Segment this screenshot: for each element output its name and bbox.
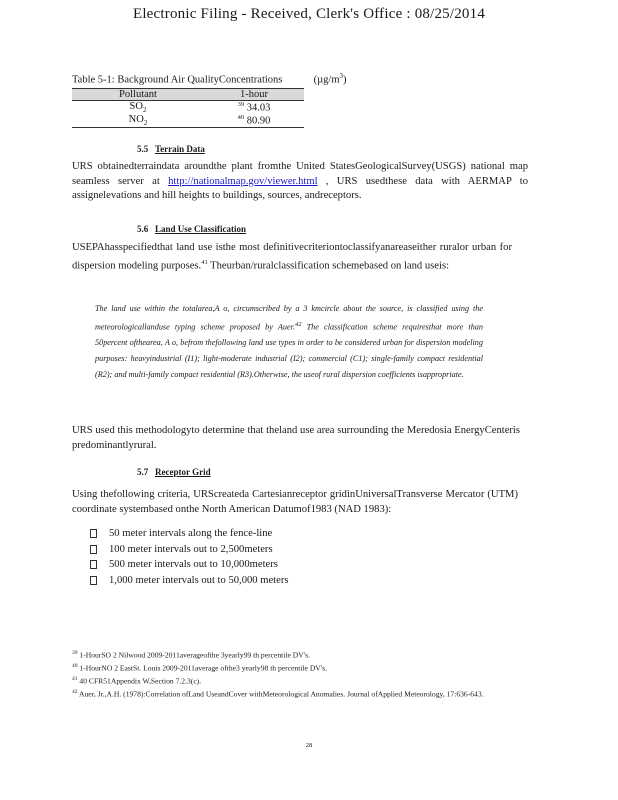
background-concentrations-table-block — [72, 72, 372, 128]
table-caption — [72, 72, 372, 86]
table-units-sup: 3 — [339, 72, 344, 80]
pollutant-cell: $SO_2$ — [129, 100, 147, 114]
terrain-paragraph: URS obtainedterraindata aroundthe plant fromthe United StatesGeologicalSurvey(USGS) national map seamless server at http://nationalmap.gov/viewer.html , URS usedthese data with AERMAP to assignelevations and hill heights to buildings, sources, andreceptors. — [72, 161, 528, 201]
bullet-icon — [90, 560, 97, 569]
table-row — [72, 114, 304, 128]
col-header-pollutant: Pollutant — [72, 88, 204, 100]
receptor-criteria-list — [90, 526, 288, 588]
list-item: 1,000 meter intervals out to 50,000 meters — [90, 573, 288, 589]
bullet-icon — [90, 545, 97, 554]
list-item: 50 meter intervals along the fence-line — [90, 526, 288, 542]
table-units-close: ) — [343, 74, 347, 86]
value-cell: $^{39}$ 34.03 — [237, 100, 271, 114]
usgs-viewer-link[interactable]: http://nationalmap.gov/viewer.html — [168, 175, 318, 187]
list-item: 100 meter intervals out to 2,500meters — [90, 542, 288, 558]
section-heading-receptor: 5.7 Receptor Grid — [137, 467, 211, 477]
bullet-icon — [90, 529, 97, 538]
footnote: $^{41}$ 40 CFR51Appendix W,Section 7.2.3(c). — [72, 675, 202, 686]
page-number: 28 — [305, 742, 313, 749]
footnotes — [72, 648, 492, 700]
pollutant-cell: $NO_2$ — [72, 114, 204, 128]
footnote: $^{39}$ 1-HourSO 2 Nilwood 2009-2011averageofthe 3yearly99 th percentile DV's. — [72, 650, 310, 660]
section-heading-landuse: 5.6 Land Use Classification — [137, 224, 247, 234]
footnote: $^{42}$ Auer, Jr.,A.H. (1978):Correlation ofLand UseandCover withMeteorological Anomalies. Journal ofApplied Meteorology, 17:636-643. — [72, 688, 484, 699]
conclusion-paragraph: URS used this methodologyto determine that theland use area surrounding the Meredosia EnergyCenteris predominantlyrural. — [72, 425, 520, 451]
value-cell: $^{40}$ 80.90 — [204, 114, 304, 128]
table-header-row — [72, 88, 304, 100]
footnote: $^{40}$ 1-HourNO 2 EastSt. Louis 2009-2011average ofthe3 yearly98 th percentile DV's. — [72, 662, 328, 673]
landuse-quote: The land use within the totalarea,A o, circumscribed by a 3 kmcircle about the source, is classified using the meteorologicallanduse typing scheme proposed by Auer.$^{42}$ The classification scheme requiresthat more than 50percent ofthearea, A o, befrom thefollowing land use types in order to be considered urban for dispersion modeling purposes: heavyindustrial (I1); light-moderate industrial (I2); commercial (C1); single-family compact residential (R2); and multi-family compact residential (R3).Otherwise, the useof rural dispersion coefficients isappropriate. — [95, 304, 483, 379]
table-caption-text: Table 5-1: Background Air QualityConcentrations — [72, 74, 283, 86]
filing-header: Electronic Filing - Received, Clerk's Office : 08/25/2014 — [132, 6, 486, 22]
table-row — [72, 100, 304, 114]
bullet-icon — [90, 576, 97, 585]
section-heading-terrain: 5.5 Terrain Data — [137, 144, 205, 154]
landuse-paragraph: USEPAhasspecifiedthat land use isthe most definitivecriteriontoclassifyanareaseither ruralor urban for dispersion modeling purposes.$^{41}$ Theurban/ruralclassification schemebased on land useis: — [72, 242, 512, 272]
background-concentrations-table — [72, 88, 304, 128]
receptor-paragraph: Using thefollowing criteria, URScreateda Cartesianreceptor gridinUniversalTransverse Mercator (UTM) coordinate systembased onthe North American Datumof1983 (NAD 1983): — [72, 489, 518, 515]
col-header-1-hour: 1-hour — [204, 88, 304, 100]
list-item: 500 meter intervals out to 10,000meters — [90, 557, 288, 573]
table-units: (µg/m — [313, 74, 340, 86]
